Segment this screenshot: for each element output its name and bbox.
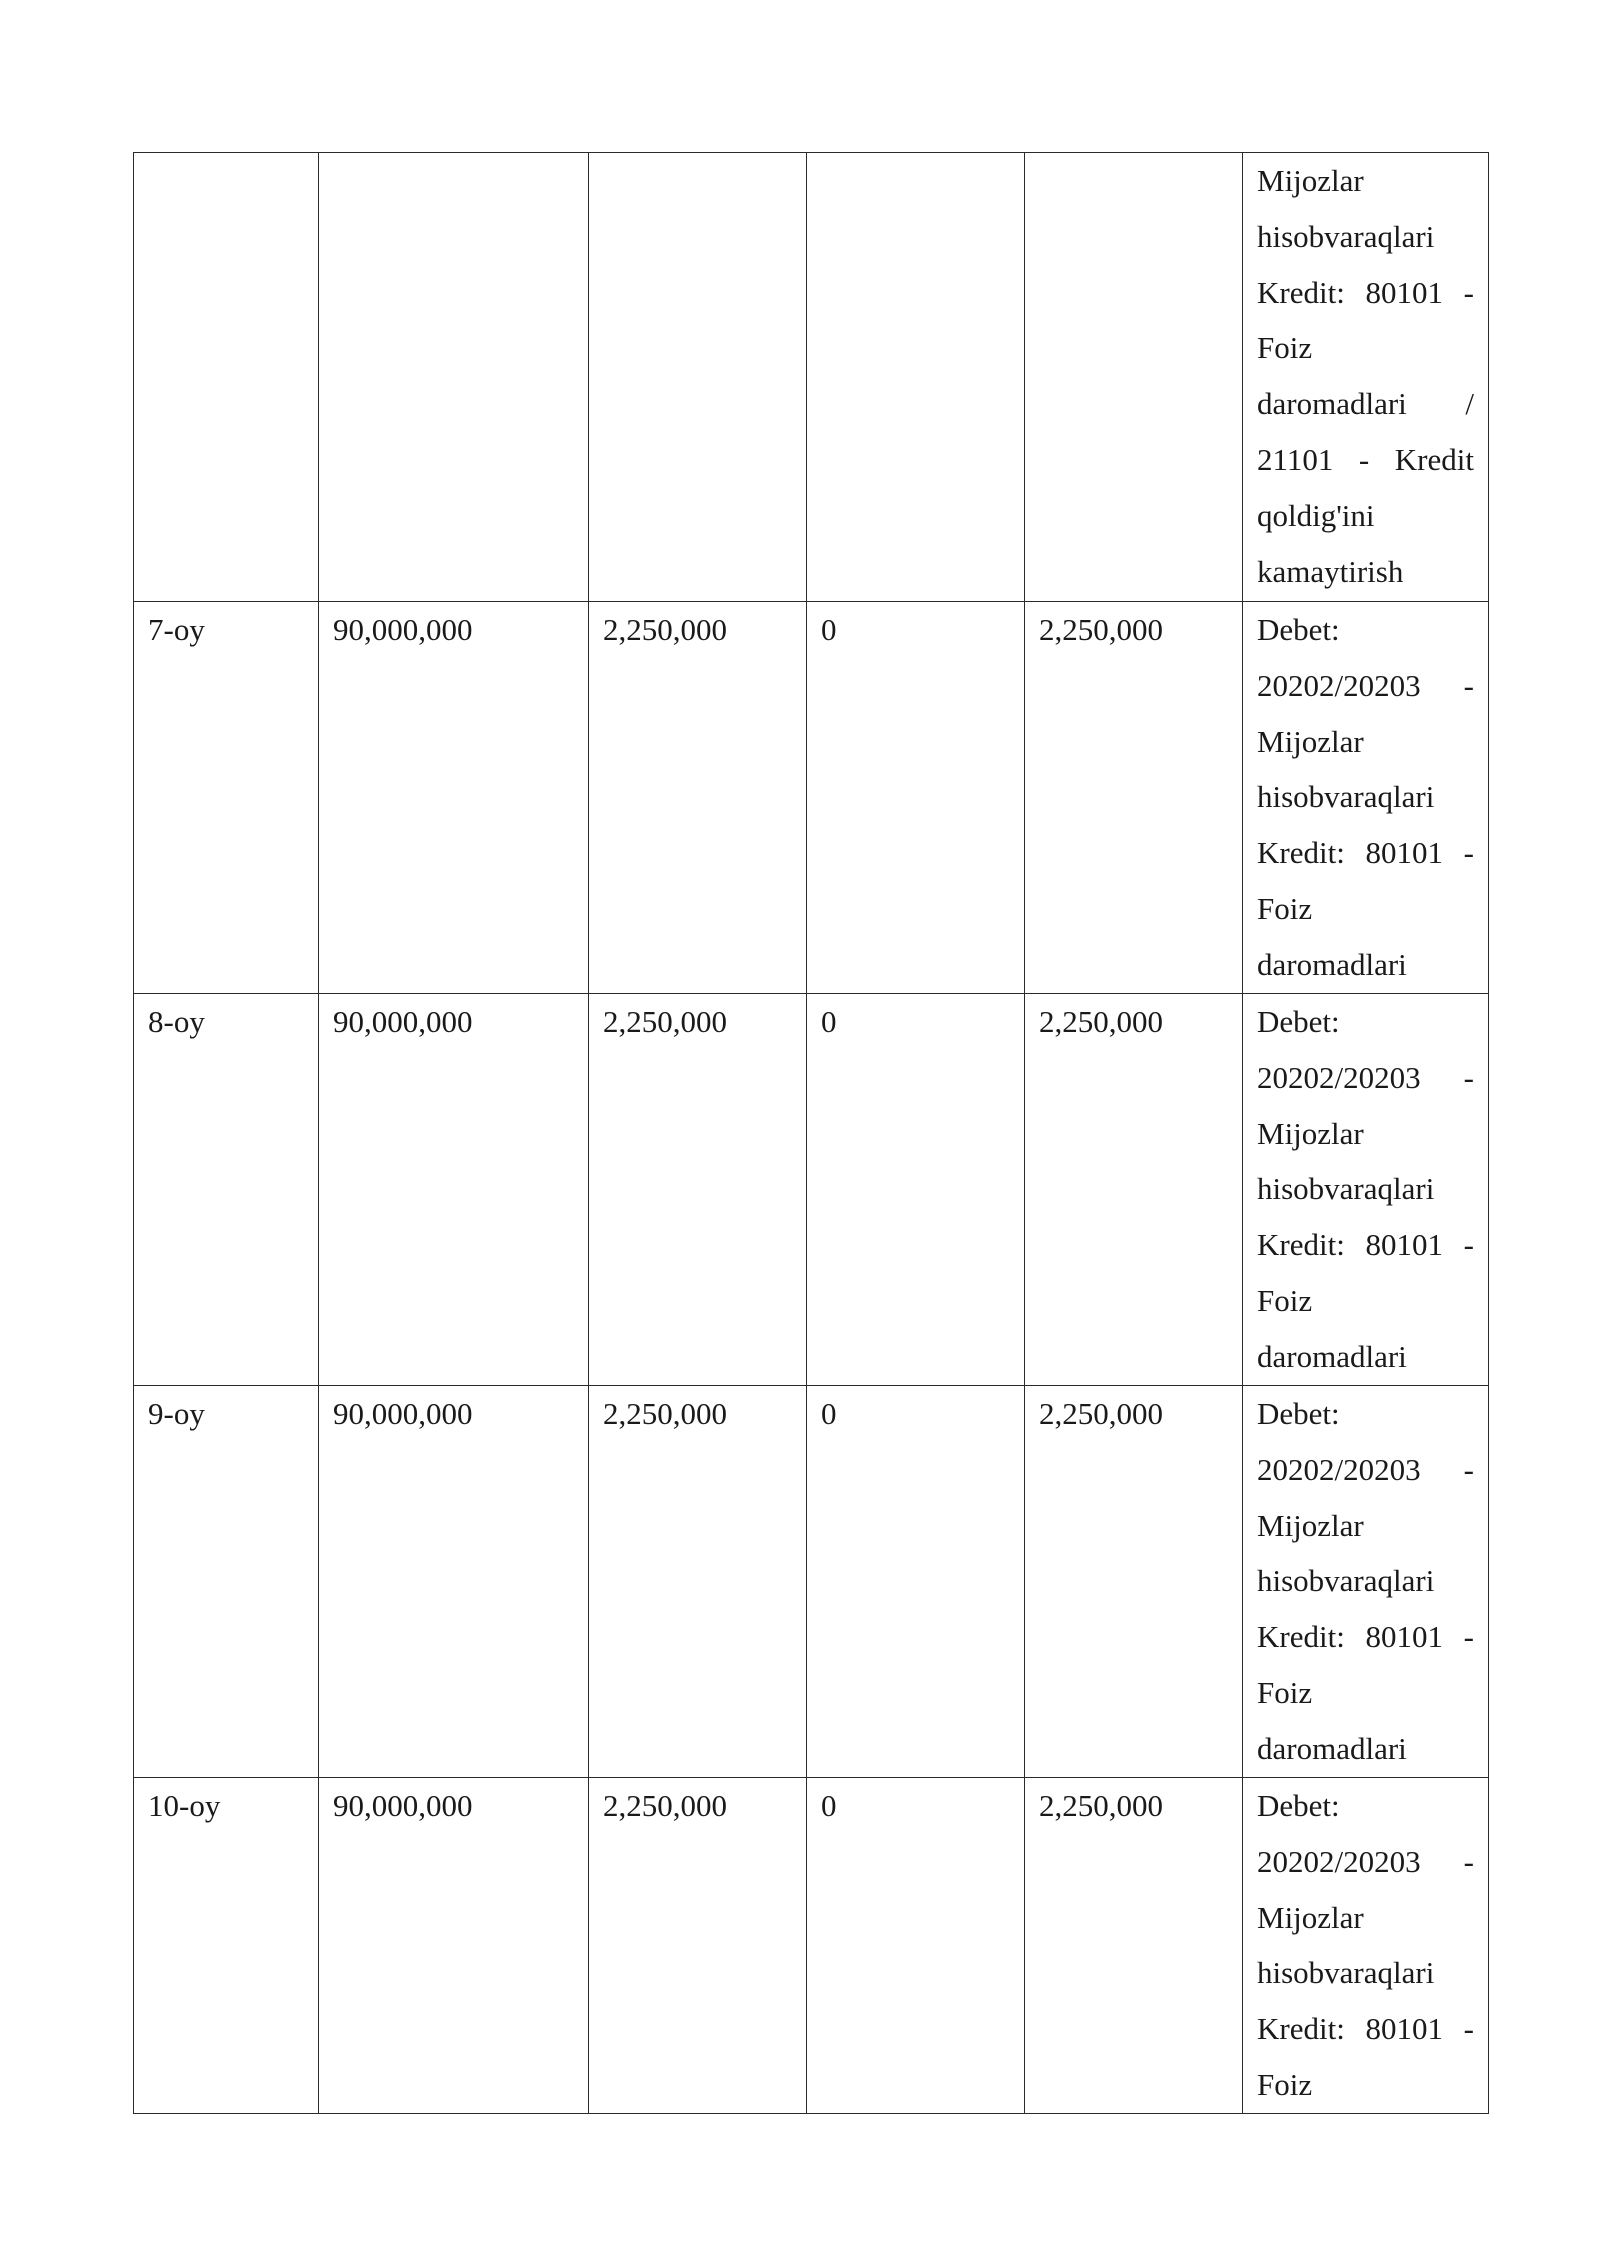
- entry-line: Debet:: [1257, 1396, 1340, 1431]
- entry-line: daromadlari /: [1257, 386, 1474, 422]
- month-cell: 7-oy: [134, 602, 319, 994]
- table-row: [134, 1778, 1489, 2114]
- interest-cell: 2,250,000: [589, 1386, 807, 1778]
- entry-line: Debet:: [1257, 1004, 1340, 1039]
- interest-cell: 2,250,000: [589, 994, 807, 1386]
- entry-line: Mijozlar: [1257, 723, 1364, 759]
- entry-line: 20202/20203 -: [1257, 1059, 1474, 1095]
- principal-cell: 0: [807, 1386, 1025, 1778]
- entry-line: Mijozlar: [1257, 1899, 1364, 1935]
- entry-line: kamaytirish: [1257, 553, 1404, 589]
- balance-cell: 90,000,000: [319, 994, 589, 1386]
- balance-cell: 90,000,000: [319, 1386, 589, 1778]
- entry-line: Foiz: [1257, 890, 1313, 926]
- accounting-entry-cell: [1243, 1386, 1489, 1778]
- accounting-entry-cell: [1243, 602, 1489, 994]
- interest-cell: [589, 153, 807, 602]
- month-cell: 8-oy: [134, 994, 319, 1386]
- entry-line: 20202/20203 -: [1257, 1843, 1474, 1879]
- entry-line: hisobvaraqlari: [1257, 1171, 1435, 1207]
- entry-line: Foiz: [1257, 1282, 1313, 1318]
- table-row-continued: [134, 153, 1489, 602]
- entry-line: Foiz: [1257, 1674, 1313, 1710]
- entry-line: Foiz: [1257, 2066, 1313, 2102]
- month-cell: [134, 153, 319, 602]
- interest-cell: 2,250,000: [589, 602, 807, 994]
- entry-line: Kredit: 80101 -: [1257, 1619, 1474, 1655]
- entry-line: Debet:: [1257, 612, 1340, 647]
- entry-line: qoldig'ini: [1257, 497, 1375, 533]
- total-cell: [1025, 153, 1243, 602]
- accounting-entry-cell: [1243, 994, 1489, 1386]
- accounting-entry-cell: [1243, 1778, 1489, 2114]
- balance-cell: [319, 153, 589, 602]
- principal-cell: 0: [807, 1778, 1025, 2114]
- entry-line: Debet:: [1257, 1788, 1340, 1823]
- principal-cell: 0: [807, 602, 1025, 994]
- month-cell: 10-oy: [134, 1778, 319, 2114]
- entry-line: Kredit: 80101 -: [1257, 274, 1474, 310]
- entry-line: Kredit: 80101 -: [1257, 835, 1474, 871]
- entry-line: 20202/20203 -: [1257, 1451, 1474, 1487]
- table-row: [134, 602, 1489, 994]
- entry-line: hisobvaraqlari: [1257, 1955, 1435, 1991]
- entry-line: Mijozlar: [1257, 1115, 1364, 1151]
- principal-cell: 0: [807, 994, 1025, 1386]
- total-cell: 2,250,000: [1025, 602, 1243, 994]
- interest-cell: 2,250,000: [589, 1778, 807, 2114]
- entry-line: hisobvaraqlari: [1257, 218, 1435, 254]
- balance-cell: 90,000,000: [319, 1778, 589, 2114]
- entry-line: Kredit: 80101 -: [1257, 1227, 1474, 1263]
- entry-line: Kredit: 80101 -: [1257, 2011, 1474, 2047]
- entry-line: daromadlari: [1257, 946, 1407, 982]
- entry-line: 20202/20203 -: [1257, 667, 1474, 703]
- total-cell: 2,250,000: [1025, 1386, 1243, 1778]
- total-cell: 2,250,000: [1025, 1778, 1243, 2114]
- entry-line: Mijozlar: [1257, 163, 1364, 198]
- entry-line: hisobvaraqlari: [1257, 779, 1435, 815]
- entry-line: hisobvaraqlari: [1257, 1563, 1435, 1599]
- accounting-entry-cell: [1243, 153, 1489, 602]
- total-cell: 2,250,000: [1025, 994, 1243, 1386]
- entry-line: 21101 - Kredit: [1257, 441, 1474, 477]
- balance-cell: 90,000,000: [319, 602, 589, 994]
- entry-line: daromadlari: [1257, 1338, 1407, 1374]
- principal-cell: [807, 153, 1025, 602]
- loan-schedule-table: [133, 152, 1489, 2114]
- entry-line: Mijozlar: [1257, 1507, 1364, 1543]
- table-row: [134, 1386, 1489, 1778]
- table-row: [134, 994, 1489, 1386]
- month-cell: 9-oy: [134, 1386, 319, 1778]
- entry-line: daromadlari: [1257, 1730, 1407, 1766]
- entry-line: Foiz: [1257, 330, 1313, 366]
